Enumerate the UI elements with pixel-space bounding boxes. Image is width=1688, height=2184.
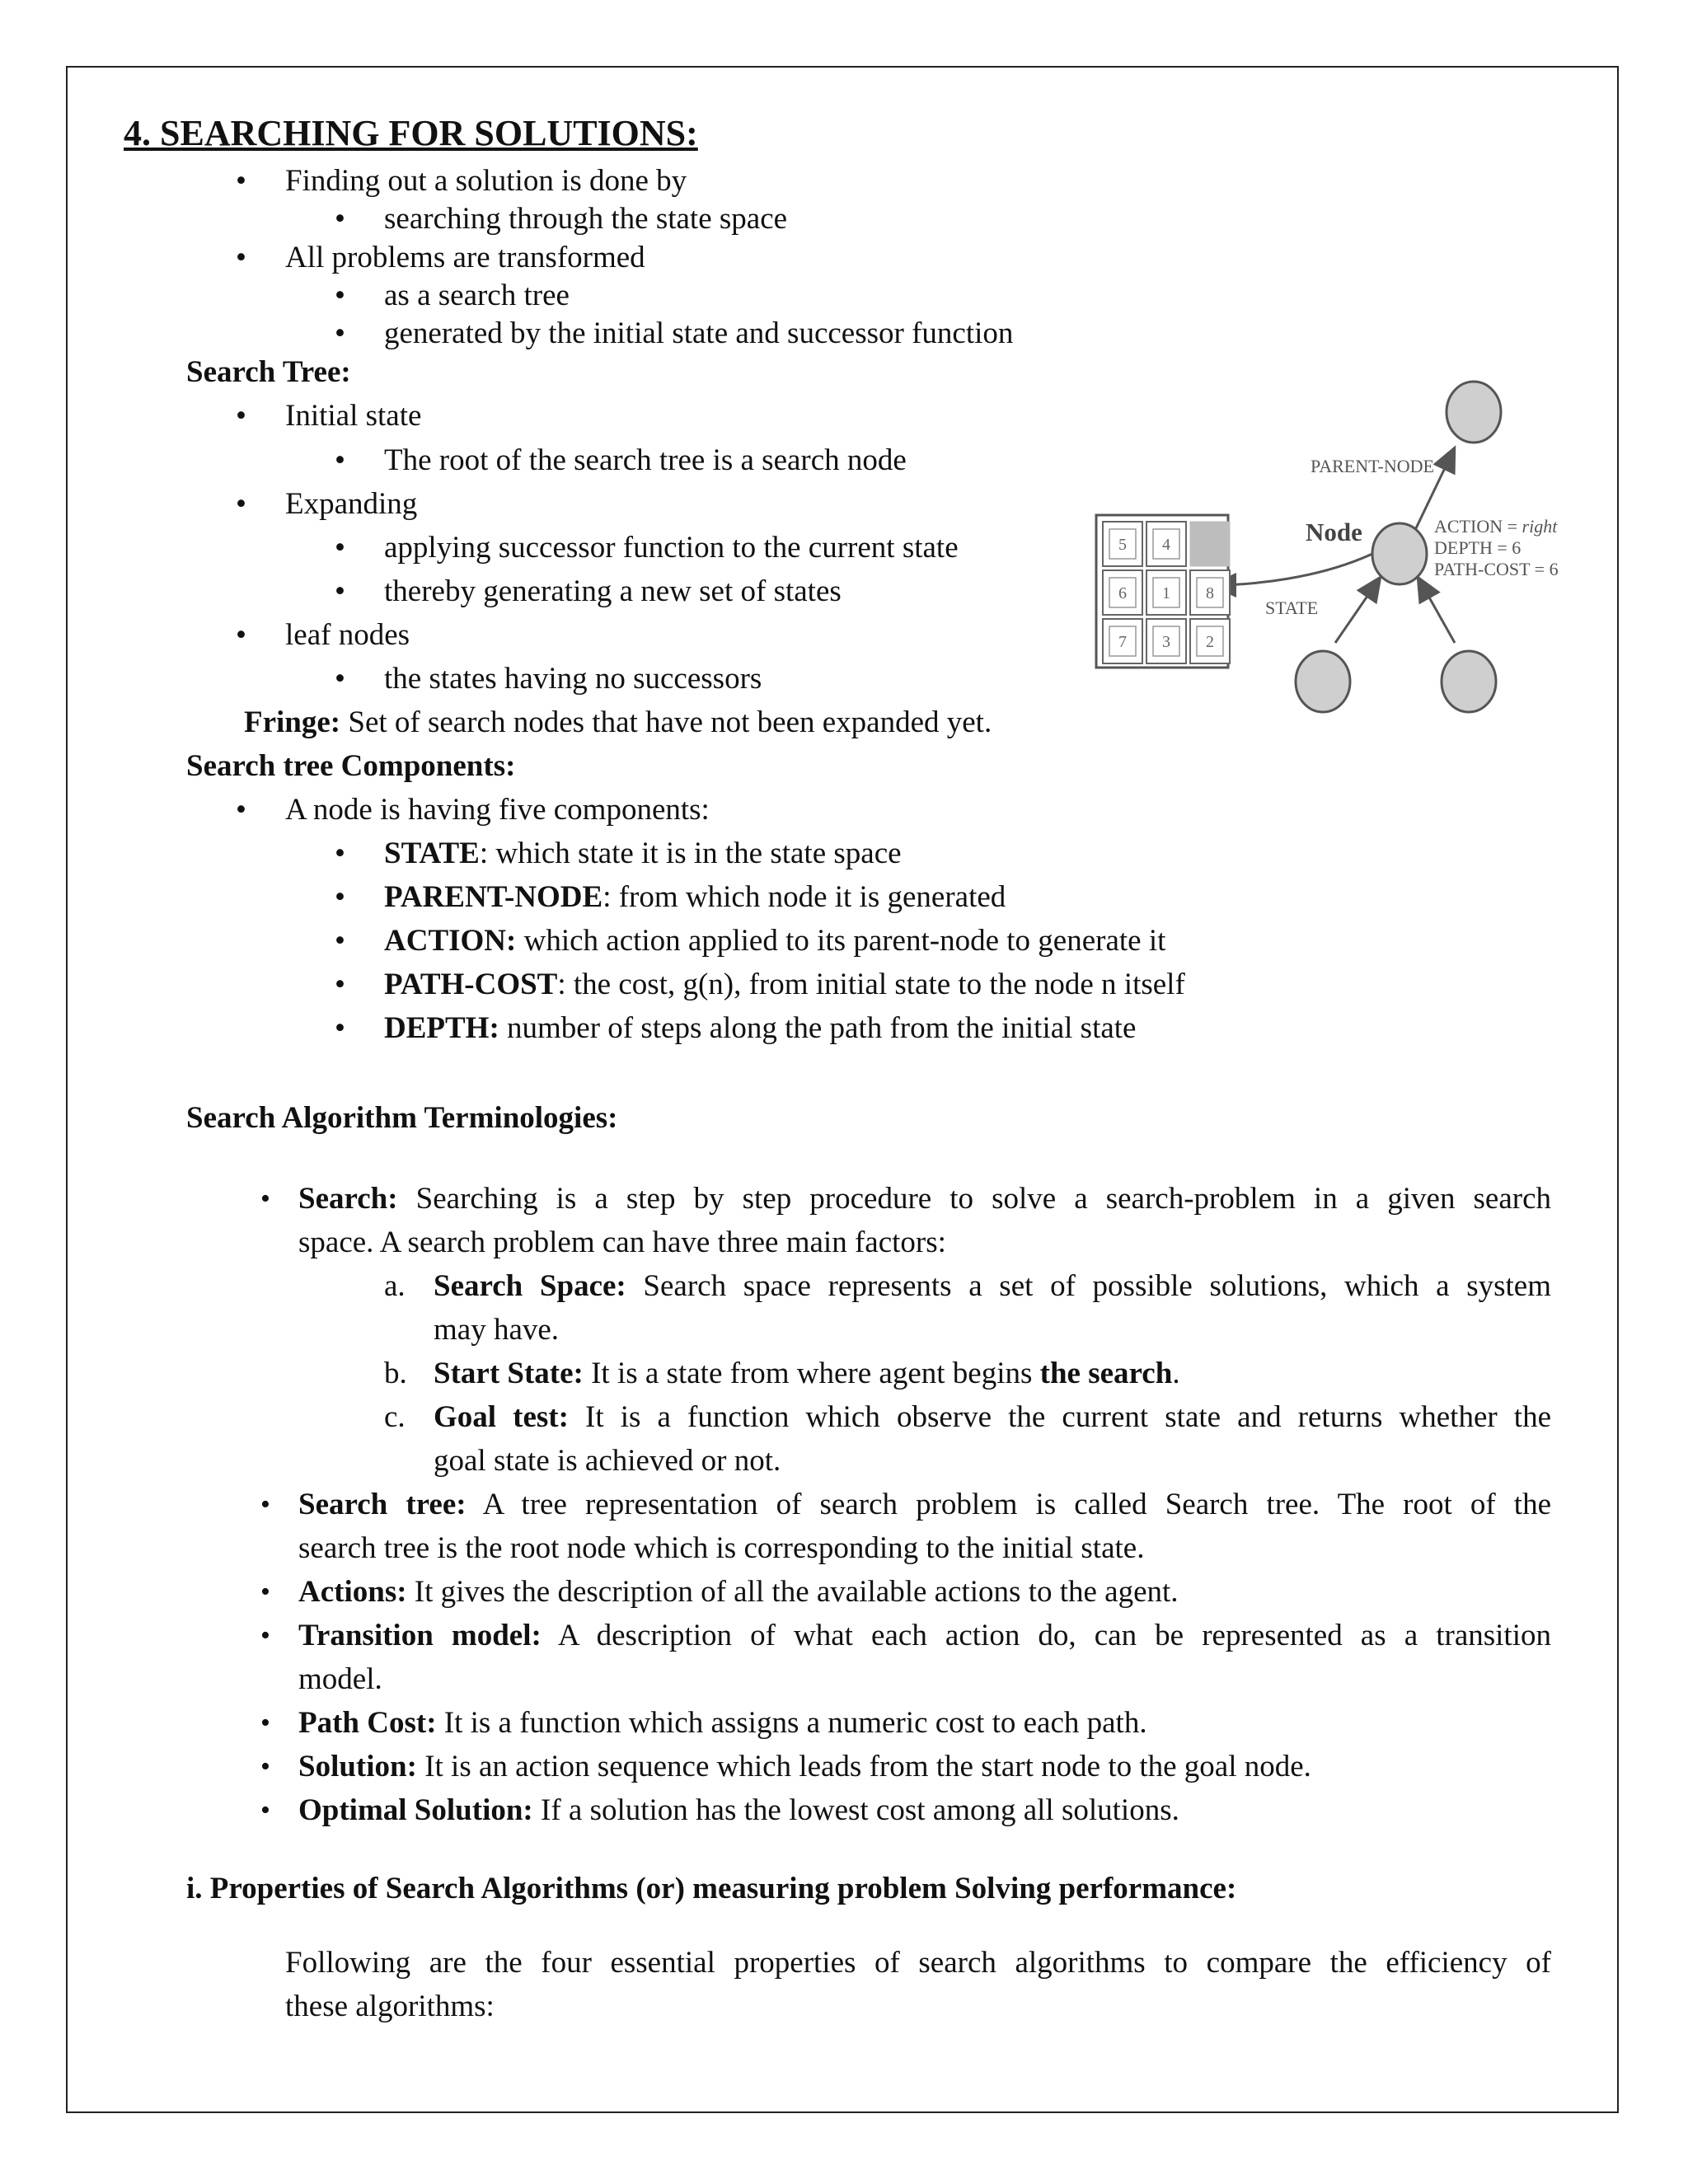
properties-paragraph: Following are the four essential properties of search algorithms to compare the efficiency of these algorithms:: [285, 1946, 1551, 2023]
depth-annotation: DEPTH = 6: [1434, 537, 1522, 558]
list-item: • searching through the state space: [335, 202, 788, 236]
path-cost-annotation: PATH-COST = 6: [1434, 559, 1559, 579]
parent-node-circle: [1447, 382, 1501, 443]
list-item: c. Goal test: It is a function which observe the current state and returns whether the goal state is achieved or not.: [384, 1400, 1551, 1478]
grid-tile-number: 5: [1118, 536, 1127, 554]
state-grid: [1096, 515, 1230, 668]
fringe-definition: Fringe: Set of search nodes that have not been expanded yet.: [244, 705, 992, 739]
list-item: • Transition model: A description of what each action do, can be represented as a transition model.: [260, 1619, 1551, 1696]
child-node-circle: [1296, 651, 1350, 712]
state-label: STATE: [1265, 598, 1319, 618]
search-definition: • Search: Searching is a step by step procedure to solve a search-problem in a given search space. A search problem can have three main factors:: [260, 1182, 1551, 1259]
list-item: • Solution: It is an action sequence which leads from the start node to the goal node.: [260, 1750, 1311, 1783]
edge-to-state: [1212, 554, 1372, 585]
list-item: • PARENT-NODE: from which node it is generated: [335, 880, 1006, 914]
grid-blank-cell: [1190, 522, 1230, 566]
child-node-circle: [1442, 651, 1496, 712]
list-item: • applying successor function to the current state: [335, 531, 959, 565]
list-item: • DEPTH: number of steps along the path from the initial state: [335, 1011, 1137, 1045]
list-item: a. Search Space: Search space represents a set of possible solutions, which a system may have.: [384, 1269, 1551, 1347]
list-item: • STATE: which state it is in the state space: [335, 837, 902, 870]
grid-tile-number: 7: [1118, 633, 1127, 651]
list-item: • the states having no successors: [335, 662, 762, 696]
grid-tile-number: 8: [1206, 584, 1214, 602]
list-item: • thereby generating a new set of states: [335, 574, 842, 608]
components-intro: • A node is having five components:: [236, 793, 710, 827]
list-item: • leaf nodes: [236, 618, 410, 652]
list-item: • Actions: It gives the description of all the available actions to the agent.: [260, 1575, 1179, 1609]
list-item: • generated by the initial state and successor function: [335, 316, 1014, 350]
grid-tile-number: 4: [1162, 536, 1170, 554]
action-annotation: ACTION = right: [1434, 516, 1558, 537]
components-heading: Search tree Components:: [186, 749, 516, 783]
properties-heading: i. Properties of Search Algorithms (or) measuring problem Solving performance:: [186, 1872, 1237, 1905]
grid-tile-number: 3: [1162, 633, 1170, 651]
list-item: • Search tree: A tree representation of search problem is called Search tree. The root of the search tree is the root node which is corresponding to the initial state.: [260, 1488, 1551, 1565]
list-item: • as a search tree: [335, 279, 570, 312]
page-title: 4. SEARCHING FOR SOLUTIONS:: [124, 113, 698, 153]
list-item: • The root of the search tree is a search node: [335, 443, 907, 477]
list-item: • ACTION: which action applied to its parent-node to generate it: [335, 924, 1166, 958]
edge-from-child-right: [1418, 577, 1455, 643]
node-label: Node: [1306, 518, 1362, 546]
terminology-heading: Search Algorithm Terminologies:: [186, 1101, 618, 1135]
node-circle: [1372, 523, 1427, 584]
edge-from-child-left: [1335, 577, 1381, 643]
list-item: • PATH-COST: the cost, g(n), from initial state to the node n itself: [335, 968, 1185, 1001]
grid-tile-number: 1: [1162, 584, 1170, 602]
list-item: • All problems are transformed: [236, 241, 645, 274]
search-node-diagram: [1088, 371, 1582, 733]
grid-tile-number: 2: [1206, 633, 1214, 651]
list-item: • Finding out a solution is done by: [236, 164, 687, 198]
list-item: • Optimal Solution: If a solution has the lowest cost among all solutions.: [260, 1793, 1179, 1827]
grid-tile-number: 6: [1118, 584, 1127, 602]
parent-node-label: PARENT-NODE: [1311, 456, 1434, 476]
search-tree-heading: Search Tree:: [186, 355, 351, 389]
list-item: • Initial state: [236, 399, 422, 433]
list-item: • Path Cost: It is a function which assigns a numeric cost to each path.: [260, 1706, 1147, 1740]
list-item: • Expanding: [236, 487, 418, 521]
list-item: b. Start State: It is a state from where agent begins the search.: [384, 1357, 1180, 1390]
